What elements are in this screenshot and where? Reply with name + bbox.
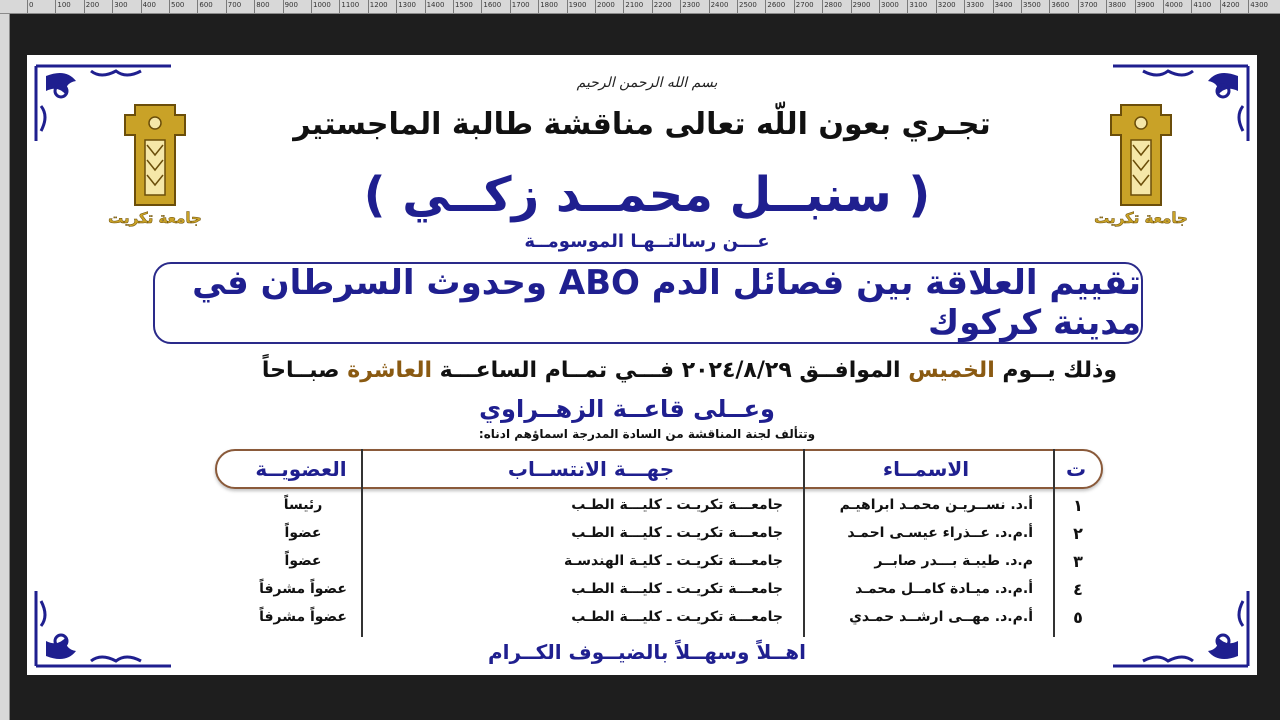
ruler-tick [993,0,994,14]
ruler-label: 1300 [398,1,417,9]
table-row [215,519,1103,547]
table-header [215,449,1103,489]
university-logo-icon [95,95,215,230]
ruler-tick [1135,0,1136,14]
header-num: ت [1065,457,1087,481]
ruler-tick [567,0,568,14]
ruler-label: 1500 [455,1,473,9]
ruler-tick [907,0,908,14]
left-ruler [0,14,10,720]
ruler-tick [737,0,738,14]
ruler-label: 3100 [909,1,928,9]
header-affiliation: جهـــة الانتســاب [507,457,675,481]
header-name: الاسمــاء [882,457,970,481]
row-name: أ.م.د. مهــى ارشــد حمـدي [849,609,1033,625]
ruler-label: 2100 [625,1,644,9]
row-name: أ.م.د. عــذراء عيسـى احمـد [847,525,1033,541]
row-role: عضواً مشرفاً [259,609,347,625]
ruler-label: 900 [284,1,298,9]
ruler-tick [680,0,681,14]
ruler-tick [964,0,965,14]
day-name: الخميس [908,358,995,383]
ruler-label: 4300 [1250,1,1269,9]
ruler-tick [453,0,454,14]
ruler-tick [1106,0,1107,14]
ruler-label: 3600 [1051,1,1070,9]
ruler-tick [339,0,340,14]
day-prefix: وذلك يــوم [994,358,1117,383]
ruler-label: 3500 [1023,1,1041,9]
ruler-tick [396,0,397,14]
student-name: ( سنبــل محمــد زكــي ) [363,167,931,223]
ruler-tick [84,0,85,14]
header-role: العضويــة [255,457,347,481]
table-row [215,603,1103,631]
row-role: عضواً مشرفاً [259,581,347,597]
ruler-tick [822,0,823,14]
ruler-label: 1200 [369,1,388,9]
ruler-label: 2200 [653,1,672,9]
ruler-tick [112,0,113,14]
ruler-label: 200 [85,1,100,9]
thesis-title: تقييم العلاقة بين فصائل الدم ABO وحدوث السرطان في مدينة كركوك [192,263,1141,343]
ruler-tick [254,0,255,14]
row-name: أ.د. نســريـن محمـد ابراهيـم [839,497,1033,513]
ruler-tick [879,0,880,14]
ruler-tick [1248,0,1249,14]
ruler-label: 1000 [313,1,331,9]
ruler-tick [851,0,852,14]
ruler-label: 1600 [483,1,502,9]
ruler-label: 3300 [966,1,985,9]
top-ruler [0,0,1280,14]
ruler-tick [1220,0,1221,14]
ruler-label: 3000 [881,1,899,9]
ruler-tick [936,0,937,14]
ruler-label: 1800 [540,1,559,9]
footer-welcome: اهــلاً وسهــلاً بالضيــوف الكــرام [487,640,807,664]
row-role: عضواً [284,525,322,541]
ruler-tick [283,0,284,14]
hall-line: وعــلى قاعــة الزهــراوي [479,395,775,423]
ruler-tick [1049,0,1050,14]
ruler-tick [1078,0,1079,14]
intro-line: تجـري بعون اللّه تعالى مناقشة طالبة الماجستير [293,107,991,142]
day-mid: الموافــق ٢٠٢٤/٨/٢٩ فـــي تمــام الساعـــة [432,358,909,383]
date-time-line [197,358,1117,383]
ruler-label: 1400 [426,1,445,9]
table-row [215,491,1103,519]
thesis-title-box [153,262,1143,344]
svg-text:جامعة تكريت: جامعة تكريت [1094,209,1188,227]
ruler-tick [765,0,766,14]
ruler-label: 2000 [597,1,615,9]
ruler-label: 100 [57,1,71,9]
ruler-label: 2900 [852,1,871,9]
ruler-tick [311,0,312,14]
ruler-label: 0 [29,1,34,9]
ruler-label: 700 [227,1,242,9]
hour: العاشرة [347,358,433,383]
svg-text:جامعة تكريت: جامعة تكريت [108,209,202,227]
ruler-label: 3700 [1079,1,1098,9]
row-affiliation: جامعـــة تكريـت ـ كليـــة الطـب [571,525,783,541]
ruler-tick [141,0,142,14]
ruler-label: 4200 [1221,1,1240,9]
ruler-tick [425,0,426,14]
basmala: بسم الله الرحمن الرحيم [576,75,718,91]
ruler-label: 2400 [710,1,729,9]
ruler-label: 1700 [511,1,530,9]
table-row [215,575,1103,603]
ruler-label: 500 [171,1,185,9]
ruler-tick [595,0,596,14]
committee-table [215,491,1103,631]
ruler-label: 1100 [341,1,360,9]
ruler-tick [27,0,28,14]
ruler-tick [481,0,482,14]
ruler-label: 2800 [824,1,843,9]
ruler-tick [652,0,653,14]
ruler-tick [55,0,56,14]
ruler-tick [510,0,511,14]
ruler-tick [1021,0,1022,14]
ruler-tick [1191,0,1192,14]
ruler-label: 300 [114,1,128,9]
row-num: ٤ [1073,579,1083,599]
row-affiliation: جامعـــة تكريـت ـ كليـــة الطـب [571,497,783,513]
ruler-tick [226,0,227,14]
ruler-tick [197,0,198,14]
ruler-label: 4000 [1165,1,1183,9]
ruler-label: 3900 [1136,1,1155,9]
ruler-label: 3400 [994,1,1013,9]
ruler-label: 2700 [795,1,814,9]
ruler-label: 4100 [1193,1,1212,9]
row-num: ٣ [1073,551,1083,571]
ruler-label: 600 [199,1,213,9]
row-affiliation: جامعـــة تكريـت ـ كليـــة الطـب [571,581,783,597]
day-suffix: صبــاحاً [261,358,348,383]
ruler-label: 2600 [767,1,786,9]
row-role: رئيساً [283,497,323,513]
row-affiliation: جامعـــة تكريـت ـ كليـة الهندسـة [563,553,783,569]
poster-canvas [27,55,1257,675]
corner-ornament-icon [31,581,181,671]
thesis-subtitle: عـــن رسالتــهـا الموسومــة [524,231,770,252]
corner-ornament-icon [1103,581,1253,671]
ruler-tick [709,0,710,14]
row-num: ٢ [1073,523,1083,543]
ruler-tick [538,0,539,14]
ruler-label: 2500 [739,1,757,9]
university-logo-icon [1081,95,1201,230]
ruler-tick [368,0,369,14]
ruler-label: 3800 [1108,1,1127,9]
ruler-label: 2300 [682,1,701,9]
ruler-tick [1163,0,1164,14]
ruler-label: 800 [256,1,270,9]
committee-note: وتتألف لجنة المناقشة من السادة المدرجة اسماؤهم ادناه: [478,427,816,441]
ruler-label: 1900 [568,1,587,9]
ruler-tick [794,0,795,14]
ruler-tick [169,0,170,14]
ruler-tick [623,0,624,14]
row-affiliation: جامعـــة تكريـت ـ كليـــة الطـب [571,609,783,625]
row-name: أ.م.د. ميـادة كامــل محمـد [855,581,1033,597]
row-name: م.د. طيبـة بـــدر صابــر [874,553,1033,569]
row-role: عضواً [284,553,322,569]
row-num: ٥ [1073,607,1083,627]
ruler-label: 3200 [937,1,956,9]
row-num: ١ [1073,495,1083,515]
table-row [215,547,1103,575]
ruler-label: 400 [142,1,156,9]
